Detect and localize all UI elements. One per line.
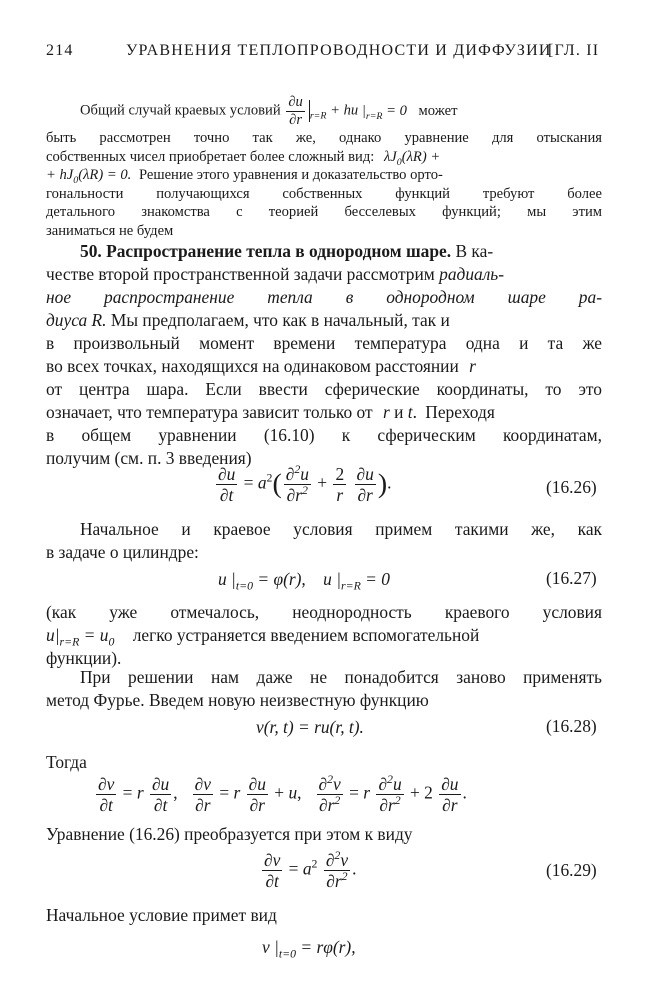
intro-line-7: заниматься не будем bbox=[46, 223, 174, 239]
then-label: Тогда bbox=[46, 752, 87, 772]
equation-16-28: v(r, t) = ru(r, t). bbox=[256, 717, 364, 737]
page-number: 214 bbox=[46, 42, 74, 59]
equation-16-27: u $|_{t=0} = \varphi(r)$, u $|_{r=R} = 0$ bbox=[218, 569, 390, 593]
para4-line-2: метод Фурье. Введем новую неизвестную функцию bbox=[46, 690, 429, 710]
intro-line-1: Общий случай краевых условий $\frac{\partial u}{\partial r}$ $_{r=R}$ + hu $|_{r=R} = 0$ может bbox=[80, 94, 458, 128]
section-line-3: ное распространение тепла в однородном шаре ра- bbox=[46, 287, 602, 307]
section-line-7: от центра шара. Если ввести сферические координаты, то это bbox=[46, 379, 602, 399]
intro-line-2: быть рассмотрен точно так же, однако уравнение для отыскания bbox=[46, 130, 602, 146]
para3-line-2: $u|_{r=R} = u_0$ легко устраняется введением вспомогательной bbox=[46, 625, 480, 649]
section-text: Мы предполагаем, что как в начальный, так и bbox=[110, 310, 450, 330]
para3-line-3: функции). bbox=[46, 648, 122, 668]
section-line-4 bbox=[46, 309, 602, 331]
section-title: Распространение тепла в однородном шаре. bbox=[106, 241, 452, 261]
section-line-10: получим (см. п. 3 введения) bbox=[46, 448, 252, 468]
section-text: честве второй пространственной задачи рассмотрим bbox=[46, 264, 435, 284]
derivative-relations: $\frac{\partial v}{\partial t}$ = r $\frac{\partial u}{\partial t}$ , $\frac{\partial v}{\partial r}$ = r $\frac{\partial u}{\partial r}$ + u, $\frac{\partial^2v}{\partial r^2}$ = r $\frac{\partial^2u}{\partial r^2}$ + 2 $\frac{\partial u}{\partial r}$ . bbox=[98, 772, 467, 816]
section-text: В ка- bbox=[455, 241, 494, 261]
chapter-label: [ГЛ. II bbox=[548, 42, 600, 59]
section-line-1 bbox=[80, 240, 602, 262]
section-emph: радиаль- bbox=[439, 264, 505, 284]
para6-line: Начальное условие примет вид bbox=[46, 905, 277, 925]
para2-line-2: в задаче о цилиндре: bbox=[46, 542, 199, 562]
intro-line-6: детального знакомства с теорией бесселевых функций; мы этим bbox=[46, 204, 602, 220]
section-line-2 bbox=[46, 263, 602, 285]
equation-number: (16.26) bbox=[546, 477, 597, 497]
section-number: 50. bbox=[80, 241, 102, 261]
section-line-8: означает, что температура зависит только от r и t. Переходя bbox=[46, 402, 495, 422]
equation-16-26: $\frac{\partial u}{\partial t}$ = $a^2$( $\frac{\partial^2u}{\partial r^2}$ + $\frac{2}{r}$ $\frac{\partial u}{\partial r}$ ). bbox=[218, 462, 392, 506]
intro-line-5: гональности получающихся собственных функций требуют более bbox=[46, 186, 602, 202]
intro-text: может bbox=[418, 102, 458, 119]
section-line-5: в произвольный момент времени температура одна и та же bbox=[46, 333, 602, 353]
section-text: во всех точках, находящихся на одинаковом расстоянии bbox=[46, 356, 459, 376]
boundary-formula: $\frac{\partial u}{\partial r}$ bbox=[288, 94, 303, 128]
section-text: означает, что температура зависит только от bbox=[46, 402, 373, 422]
equation-number: (16.28) bbox=[546, 716, 597, 736]
section-line-9: в общем уравнении (16.10) к сферическим координатам, bbox=[46, 425, 602, 445]
para3-line-1: (как уже отмечалось, неоднородность краевого условия bbox=[46, 602, 602, 622]
intro-line-3: собственных чисел приобретает более сложный вид: $\lambda J_0(\lambda R)$ + bbox=[46, 149, 441, 168]
section-emph: диуса bbox=[46, 310, 88, 330]
equation-number: (16.27) bbox=[546, 568, 597, 588]
intro-text: Решение этого уравнения и доказательство орто- bbox=[138, 167, 443, 183]
section-text: Переходя bbox=[425, 402, 495, 422]
section-emph: R. bbox=[91, 310, 107, 330]
para4-line-1: При решении нам даже не понадобится заново применять bbox=[80, 667, 602, 687]
running-title: УРАВНЕНИЯ ТЕПЛОПРОВОДНОСТИ И ДИФФУЗИИ bbox=[126, 42, 552, 59]
para2-line-1: Начальное и краевое условия примем такими же, как bbox=[80, 519, 602, 539]
initial-condition: v $|_{t=0} = r\varphi(r)$, bbox=[262, 937, 356, 961]
equation-number: (16.29) bbox=[546, 860, 597, 880]
para5-line: Уравнение (16.26) преобразуется при этом к виду bbox=[46, 824, 413, 844]
intro-text: собственных чисел приобретает более сложный вид: bbox=[46, 149, 375, 165]
intro-text: Общий случай краевых условий bbox=[80, 102, 281, 119]
equation-16-29: $\frac{\partial v}{\partial t}$ = $a^2$ $\frac{\partial^2v}{\partial r^2}$ . bbox=[264, 848, 357, 892]
para3-text: легко устраняется введением вспомогательной bbox=[132, 625, 480, 645]
section-line-6: во всех точках, находящихся на одинаковом расстоянии r bbox=[46, 356, 476, 376]
intro-line-4: + $hJ_0(\lambda R) = 0$. Решение этого уравнения и доказательство орто- bbox=[46, 167, 443, 186]
